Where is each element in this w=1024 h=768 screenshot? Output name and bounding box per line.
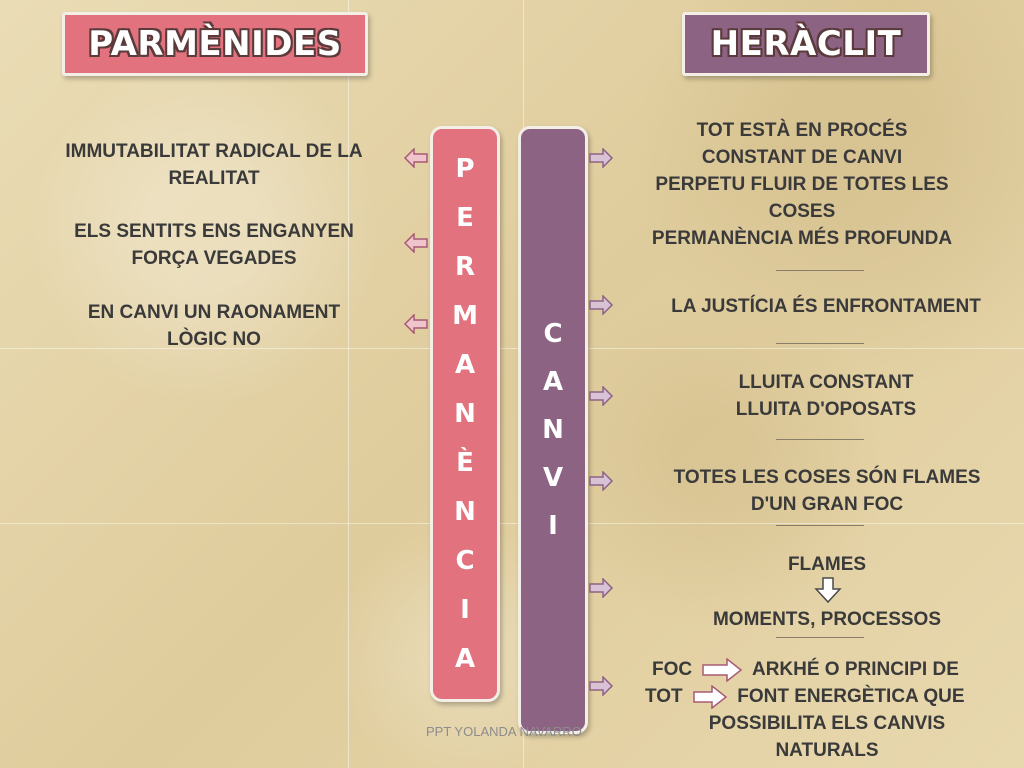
- title-parmenides-text: PARMÈNIDES: [88, 24, 342, 64]
- right-block-4: [640, 464, 1014, 518]
- left-item-1-line1: IMMUTABILITAT RADICAL DE LA: [65, 141, 363, 162]
- permanencia-letter: I: [460, 594, 470, 625]
- texture-seam: [0, 523, 1024, 524]
- left-item-2: [30, 218, 398, 272]
- left-item-2-line1: ELS SENTITS ENS ENGANYEN: [74, 221, 354, 242]
- arrow-right-icon: [588, 295, 614, 315]
- right-block-4-line: D'UN GRAN FOC: [750, 494, 904, 515]
- right-block-1-line: PERPETU FLUIR DE TOTES LES: [655, 174, 949, 195]
- arrow-right-icon: [588, 148, 614, 168]
- right-block-1-line: TOT ESTÀ EN PROCÉS: [696, 120, 908, 141]
- arrow-left-icon: [403, 148, 429, 168]
- arrow-right-icon: [588, 471, 614, 491]
- right-block-6-line4: NATURALS: [775, 740, 879, 761]
- moments-label: MOMENTS, PROCESSOS: [712, 609, 942, 630]
- permanencia-letter: N: [454, 398, 476, 429]
- permanencia-letter: C: [455, 545, 475, 576]
- permanencia-letter: A: [454, 643, 476, 674]
- right-block-1-line: COSES: [768, 201, 836, 222]
- canvi-letter: V: [542, 463, 564, 493]
- arrow-right-icon: [588, 676, 614, 696]
- right-block-4-line: TOTES LES COSES SÓN FLAMES: [673, 467, 981, 488]
- left-item-3-line2: LÒGIC NO: [167, 329, 261, 350]
- arrow-left-icon: [403, 314, 429, 334]
- arkhe-label: ARKHÉ O PRINCIPI DE: [751, 659, 959, 680]
- arrow-right-icon: [588, 578, 614, 598]
- right-block-2-line: LA JUSTÍCIA ÉS ENFRONTAMENT: [671, 296, 981, 317]
- left-item-1: [30, 138, 398, 192]
- right-block-5-top: [640, 551, 1014, 578]
- arrow-left-icon: [403, 233, 429, 253]
- divider: [776, 525, 864, 526]
- right-block-2: [632, 293, 1020, 320]
- foc-label: FOC: [652, 659, 693, 680]
- right-block-1: [612, 117, 992, 252]
- right-block-6-rest: [640, 710, 1014, 764]
- canvi-letter: A: [542, 367, 564, 397]
- font-energetica-label: FONT ENERGÈTICA QUE: [737, 686, 965, 707]
- permanencia-letter: N: [454, 496, 476, 527]
- permanencia-letter: A: [454, 349, 476, 380]
- right-block-6-line3: POSSIBILITA ELS CANVIS: [708, 713, 946, 734]
- flames-label: FLAMES: [787, 554, 867, 575]
- permanencia-letter: E: [456, 202, 474, 233]
- permanencia-letter: M: [452, 300, 478, 331]
- permanencia-letter: È: [456, 447, 474, 478]
- right-block-6-line2: [645, 683, 1015, 710]
- pillar-canvi: [518, 126, 588, 734]
- left-item-1-line2: REALITAT: [168, 168, 260, 189]
- right-block-3: [640, 369, 1012, 423]
- tot-label: TOT: [645, 686, 683, 707]
- permanencia-letter: P: [455, 153, 475, 184]
- arrow-right-icon: [588, 386, 614, 406]
- divider: [776, 343, 864, 344]
- right-block-6-line1: [652, 656, 1012, 683]
- arrow-down-icon: [814, 577, 842, 603]
- right-block-1-line: PERMANÈNCIA MÉS PROFUNDA: [651, 228, 953, 249]
- left-item-2-line2: FORÇA VEGADES: [131, 248, 297, 269]
- canvi-letter: I: [548, 511, 558, 541]
- arrow-right-outline-icon: [701, 658, 743, 682]
- title-parmenides: [62, 12, 368, 76]
- right-block-3-line: LLUITA D'OPOSATS: [735, 399, 917, 420]
- divider: [776, 270, 864, 271]
- right-block-3-line: LLUITA CONSTANT: [738, 372, 914, 393]
- canvi-letter: N: [542, 415, 564, 445]
- right-block-5-bottom: [640, 606, 1014, 633]
- divider: [776, 637, 864, 638]
- texture-seam: [348, 0, 349, 768]
- left-item-3-line1: EN CANVI UN RAONAMENT: [87, 302, 341, 323]
- left-item-3: [30, 299, 398, 353]
- title-heraclit-text: HERÀCLIT: [710, 24, 902, 64]
- title-heraclit: [682, 12, 930, 76]
- pillar-permanencia: [430, 126, 500, 702]
- canvi-letter: C: [543, 319, 563, 349]
- permanencia-letter: R: [454, 251, 476, 282]
- right-block-1-line: CONSTANT DE CANVI: [701, 147, 903, 168]
- divider: [776, 439, 864, 440]
- footer-author: PPT YOLANDA NAVARRO: [426, 724, 582, 739]
- arrow-right-outline-icon: [692, 685, 728, 709]
